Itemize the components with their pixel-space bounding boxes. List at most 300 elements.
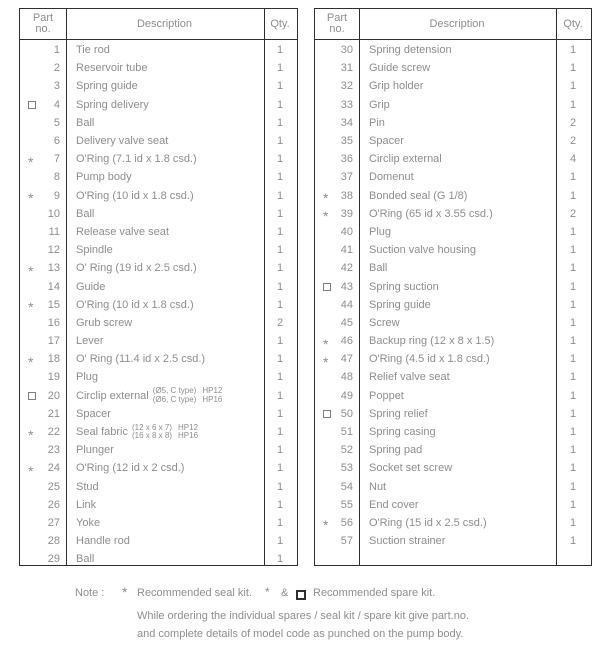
part-no-cell (20, 517, 66, 529)
qty-cell: 1 (569, 389, 577, 402)
qty-cell: 1 (276, 62, 284, 75)
part-no-cell (20, 171, 66, 183)
square-glyph (28, 392, 36, 400)
seal-kit-star-icon (28, 353, 40, 370)
qty-cell: 4 (569, 153, 577, 166)
seal-kit-star-icon (28, 190, 40, 207)
table-row (315, 77, 591, 95)
description-text: Lever (76, 335, 104, 348)
description-cell (359, 62, 555, 74)
table-row (315, 332, 591, 350)
part-no-cell (20, 408, 66, 420)
description-text: Ball (76, 116, 95, 129)
description-header: Description (429, 18, 485, 30)
description-cell (66, 444, 263, 456)
description-cell (66, 553, 263, 565)
table-row (315, 223, 591, 241)
table-header (20, 9, 297, 40)
description-cell (359, 99, 555, 111)
part-number: 47 (340, 353, 353, 366)
part-number: 1 (53, 44, 60, 57)
description-cell (359, 44, 555, 56)
qty-cell: 1 (276, 371, 284, 384)
variant-specs (153, 387, 223, 404)
description-cell (66, 387, 263, 404)
part-number: 34 (340, 116, 353, 129)
table-row (315, 314, 591, 332)
description-cell (66, 424, 263, 441)
part-number: 32 (340, 80, 353, 93)
description-text: Spring casing (369, 426, 436, 439)
qty-cell: 1 (276, 335, 284, 348)
description-cell (359, 317, 555, 329)
qty-cell: 1 (276, 80, 284, 93)
description-text: Yoke (76, 516, 101, 529)
description-text: Handle rod (76, 535, 130, 548)
part-no-cell (315, 153, 359, 165)
table-row (315, 387, 591, 405)
star-glyph: * (28, 153, 34, 170)
part-number: 37 (340, 171, 353, 184)
variant-spec-column (132, 424, 172, 441)
qty-cell: 2 (569, 207, 577, 220)
description-text: Spring detension (369, 44, 452, 57)
description-text: Plug (369, 225, 392, 238)
qty-cell: 1 (276, 280, 284, 293)
part-no-header (315, 9, 359, 39)
part-number: 10 (47, 207, 60, 220)
part-no-cell (20, 317, 66, 329)
star-glyph: * (28, 353, 34, 370)
qty-cell: 1 (276, 426, 284, 439)
column-divider (264, 9, 265, 565)
part-number: 2 (53, 62, 60, 75)
description-text: O'Ring (7.1 id x 1.8 csd.) (76, 153, 197, 166)
description-text: O'Ring (10 id x 1.8 csd.) (76, 298, 194, 311)
part-no-cell (20, 444, 66, 456)
description-text: Pump body (76, 171, 132, 184)
part-number: 28 (47, 535, 60, 548)
seal-kit-text: Recommended seal kit. (137, 587, 252, 599)
table-row (315, 514, 591, 532)
table-row (20, 368, 297, 386)
table-row (20, 187, 297, 205)
qty-cell: 1 (569, 280, 577, 293)
part-number: 26 (47, 498, 60, 511)
table-row (315, 496, 591, 514)
part-number: 20 (47, 389, 60, 402)
description-text: Relief valve seat (369, 371, 450, 384)
part-number: 30 (340, 44, 353, 57)
qty-cell: 1 (569, 335, 577, 348)
qty-cell: 1 (276, 535, 284, 548)
table-row (315, 59, 591, 77)
description-text: Spring guide (369, 298, 431, 311)
note-line3: and complete details of model code as punched on the pump body. (137, 628, 464, 640)
description-cell (66, 335, 263, 347)
seal-kit-star-icon: * (122, 584, 128, 600)
part-no-cell (315, 299, 359, 311)
description-cell (359, 244, 555, 256)
part-number: 31 (340, 62, 353, 75)
table-row (315, 441, 591, 459)
description-text: Bonded seal (G 1/8) (369, 189, 468, 202)
qty-cell: 1 (569, 225, 577, 238)
description-cell (66, 135, 263, 147)
part-no-cell (20, 481, 66, 493)
description-cell (359, 335, 555, 347)
qty-cell: 2 (569, 135, 577, 148)
variant-model-column (178, 424, 198, 441)
qty-cell: 1 (276, 480, 284, 493)
description-text: Circlip external (76, 389, 149, 402)
part-no-cell (315, 499, 359, 511)
part-no-header (20, 9, 66, 39)
description-text: Tie rod (76, 44, 110, 57)
table-row (20, 496, 297, 514)
part-no-cell (20, 353, 66, 370)
description-text: O'Ring (15 id x 2.5 csd.) (369, 516, 487, 529)
star-glyph: * (28, 190, 34, 207)
qty-cell: 1 (276, 262, 284, 275)
parts-table-left (19, 8, 298, 566)
part-number: 24 (47, 462, 60, 475)
part-no-cell (315, 207, 359, 225)
note-line2: While ordering the individual spares / seal kit / spare kit give part.no. (137, 610, 469, 622)
table-row (20, 277, 297, 295)
description-cell (66, 44, 263, 56)
table-row (20, 41, 297, 59)
table-row (20, 478, 297, 496)
variant-model: HP12 (178, 423, 199, 432)
description-cell (359, 208, 555, 220)
star-glyph: * (28, 262, 34, 279)
description-cell (359, 462, 555, 474)
table-row (315, 459, 591, 477)
part-no-cell (315, 371, 359, 383)
star-glyph: * (323, 208, 329, 225)
part-number: 3 (53, 80, 60, 93)
description-cell (66, 408, 263, 420)
description-cell (66, 517, 263, 529)
table-row (20, 259, 297, 277)
qty-cell: 1 (569, 80, 577, 93)
description-cell (66, 481, 263, 493)
part-no-cell (20, 80, 66, 92)
table-row (315, 478, 591, 496)
description-cell (359, 499, 555, 511)
table-row (315, 532, 591, 550)
star-glyph: * (28, 426, 34, 443)
variant-model: HP12 (202, 387, 223, 396)
ampersand: & (281, 587, 289, 599)
description-cell (66, 208, 263, 220)
variant-spec-column (153, 387, 197, 404)
square-glyph (323, 410, 331, 418)
part-no-cell (315, 226, 359, 238)
description-cell (66, 462, 263, 474)
qty-cell: 1 (569, 298, 577, 311)
part-no-cell (315, 62, 359, 74)
description-text: Suction strainer (369, 535, 446, 548)
table-row (20, 59, 297, 77)
qty-cell: 1 (276, 407, 284, 420)
table-row (20, 223, 297, 241)
part-no-cell (20, 371, 66, 383)
seal-kit-star-icon (28, 153, 40, 170)
description-text: O'Ring (12 id x 2 csd.) (76, 462, 185, 475)
variant-spec: (Ø5, C type) (152, 387, 197, 396)
description-cell (359, 444, 555, 456)
table-row (20, 514, 297, 532)
table-row (20, 241, 297, 259)
part-no-cell (315, 462, 359, 474)
qty-cell: 1 (569, 244, 577, 257)
spare-kit-square-icon (323, 281, 335, 293)
table-row (315, 241, 591, 259)
part-no-cell (20, 462, 66, 479)
part-number: 56 (340, 516, 353, 529)
qty-cell: 1 (569, 262, 577, 275)
description-cell (66, 299, 263, 311)
table-row (315, 168, 591, 186)
part-no-cell (20, 99, 66, 111)
table-row (20, 168, 297, 186)
qty-cell: 1 (569, 171, 577, 184)
description-cell (359, 353, 555, 365)
description-text: Release valve seat (76, 225, 169, 238)
qty-cell: 1 (569, 516, 577, 529)
table-row (20, 441, 297, 459)
table-row (20, 423, 297, 441)
part-no-cell (315, 44, 359, 56)
variant-model-column (202, 387, 222, 404)
description-cell (66, 262, 263, 274)
description-text: Spindle (76, 244, 113, 257)
part-no-cell (315, 426, 359, 438)
part-number: 18 (47, 353, 60, 366)
part-number: 52 (340, 444, 353, 457)
part-no-cell (20, 535, 66, 547)
part-number: 35 (340, 135, 353, 148)
part-no-header-line1: Part (32, 12, 54, 24)
description-cell (66, 226, 263, 238)
description-cell (359, 226, 555, 238)
part-number: 25 (47, 480, 60, 493)
part-no-cell (20, 44, 66, 56)
description-text: Socket set screw (369, 462, 453, 475)
part-no-cell (315, 408, 359, 420)
description-cell (66, 80, 263, 92)
qty-cell: 1 (276, 189, 284, 202)
description-text: Delivery valve seat (76, 135, 169, 148)
description-cell (66, 317, 263, 329)
description-cell (66, 353, 263, 365)
table-row (315, 296, 591, 314)
description-text: Grip holder (369, 80, 424, 93)
qty-cell: 1 (276, 353, 284, 366)
table-row (20, 387, 297, 405)
part-number: 57 (340, 535, 353, 548)
part-no-cell (315, 281, 359, 293)
qty-cell: 1 (569, 98, 577, 111)
part-no-cell (20, 226, 66, 238)
seal-kit-star-icon (28, 299, 40, 316)
table-row (20, 332, 297, 350)
description-text: Spacer (76, 407, 111, 420)
description-cell (66, 535, 263, 547)
table-row (315, 259, 591, 277)
part-number: 11 (48, 225, 60, 238)
variant-spec: (16 x 8 x 8) (131, 431, 172, 441)
part-no-cell (20, 189, 66, 207)
part-no-cell (20, 117, 66, 129)
table-row (20, 96, 297, 114)
variant-spec: (12 x 6 x 7) (131, 423, 172, 432)
star-glyph: * (323, 190, 329, 207)
description-text: Spring delivery (76, 98, 149, 111)
table-row (315, 96, 591, 114)
description-cell (359, 371, 555, 383)
qty-cell: 1 (569, 353, 577, 366)
qty-cell: 1 (276, 298, 284, 311)
table-row (315, 205, 591, 223)
qty-cell: 1 (276, 244, 284, 257)
part-number: 50 (340, 407, 353, 420)
qty-cell: 1 (276, 44, 284, 57)
spare-kit-square-icon (28, 99, 40, 111)
part-number: 44 (340, 298, 353, 311)
part-no-cell (20, 208, 66, 220)
seal-kit-star-icon (28, 262, 40, 279)
qty-cell: 1 (569, 498, 577, 511)
note-label: Note : (75, 587, 105, 599)
description-header: Description (136, 18, 193, 30)
qty-cell: 1 (569, 316, 577, 329)
description-text: Spring guide (76, 80, 138, 93)
part-number: 46 (340, 335, 353, 348)
description-cell (359, 262, 555, 274)
seal-kit-star-icon (28, 426, 40, 443)
star-glyph: * (28, 299, 34, 316)
spare-kit-square-icon (323, 408, 335, 420)
part-no-cell (20, 62, 66, 74)
part-no-cell (315, 99, 359, 111)
description-cell (359, 390, 555, 402)
part-no-cell (20, 553, 66, 565)
description-text: Circlip external (369, 153, 442, 166)
description-text: Suction valve housing (369, 244, 477, 257)
description-text: O'Ring (4.5 id x 1.8 csd.) (369, 353, 490, 366)
star-glyph: * (323, 517, 329, 534)
description-cell (359, 535, 555, 547)
part-number: 5 (53, 116, 60, 129)
description-cell (359, 135, 555, 147)
qty-cell: 1 (276, 225, 284, 238)
part-no-cell (315, 189, 359, 207)
description-text: Screw (369, 316, 400, 329)
description-cell (359, 190, 555, 202)
part-number: 43 (340, 280, 353, 293)
seal-kit-star-icon (323, 353, 335, 370)
part-number: 22 (47, 426, 60, 439)
description-cell (66, 190, 263, 202)
table-row (20, 532, 297, 550)
part-no-cell (20, 426, 66, 443)
description-cell (359, 281, 555, 293)
part-no-header-line2: no. (329, 23, 345, 35)
description-text: Spring suction (369, 280, 439, 293)
part-number: 14 (47, 280, 60, 293)
part-no-cell (315, 135, 359, 147)
part-number: 15 (47, 298, 60, 311)
table-row (315, 187, 591, 205)
table-row (20, 296, 297, 314)
spare-kit-text: Recommended spare kit. (313, 587, 436, 599)
part-no-cell (315, 171, 359, 183)
table-row (20, 77, 297, 95)
table-header (315, 9, 591, 40)
variant-specs (132, 424, 198, 441)
description-text: Reservoir tube (76, 62, 148, 75)
qty-cell: 1 (569, 44, 577, 57)
part-number: 13 (47, 262, 60, 275)
part-no-cell (20, 335, 66, 347)
part-number: 45 (340, 316, 353, 329)
table-row (315, 405, 591, 423)
qty-header: Qty. (270, 18, 290, 30)
part-no-cell (20, 281, 66, 293)
table-row (20, 350, 297, 368)
description-cell (359, 299, 555, 311)
qty-cell: 1 (569, 426, 577, 439)
description-text: Poppet (369, 389, 404, 402)
description-text: Backup ring (12 x 8 x 1.5) (369, 335, 495, 348)
qty-cell: 1 (276, 444, 284, 457)
part-number: 42 (340, 262, 353, 275)
description-text: Link (76, 498, 97, 511)
star-glyph: * (323, 353, 329, 370)
star-glyph: * (28, 462, 34, 479)
description-cell (66, 62, 263, 74)
description-text: Ball (76, 207, 95, 220)
description-cell (359, 117, 555, 129)
column-divider (359, 9, 360, 565)
part-no-cell (315, 535, 359, 547)
part-number: 4 (53, 98, 60, 111)
description-cell (359, 426, 555, 438)
table-body (315, 40, 591, 565)
qty-cell: 1 (569, 444, 577, 457)
description-text: End cover (369, 498, 419, 511)
description-text: Spring pad (369, 444, 423, 457)
part-no-cell (315, 390, 359, 402)
description-text: Seal fabric (76, 426, 128, 439)
seal-kit-star-icon (28, 462, 40, 479)
spare-kit-square-icon (296, 590, 306, 600)
description-cell (359, 481, 555, 493)
part-number: 48 (340, 371, 353, 384)
description-text: Ball (76, 553, 95, 565)
table-row (20, 405, 297, 423)
seal-kit-star-icon (323, 190, 335, 207)
part-number: 53 (340, 462, 353, 475)
part-number: 17 (47, 335, 60, 348)
description-cell (359, 80, 555, 92)
part-number: 36 (340, 153, 353, 166)
part-no-cell (315, 317, 359, 329)
description-cell (66, 244, 263, 256)
